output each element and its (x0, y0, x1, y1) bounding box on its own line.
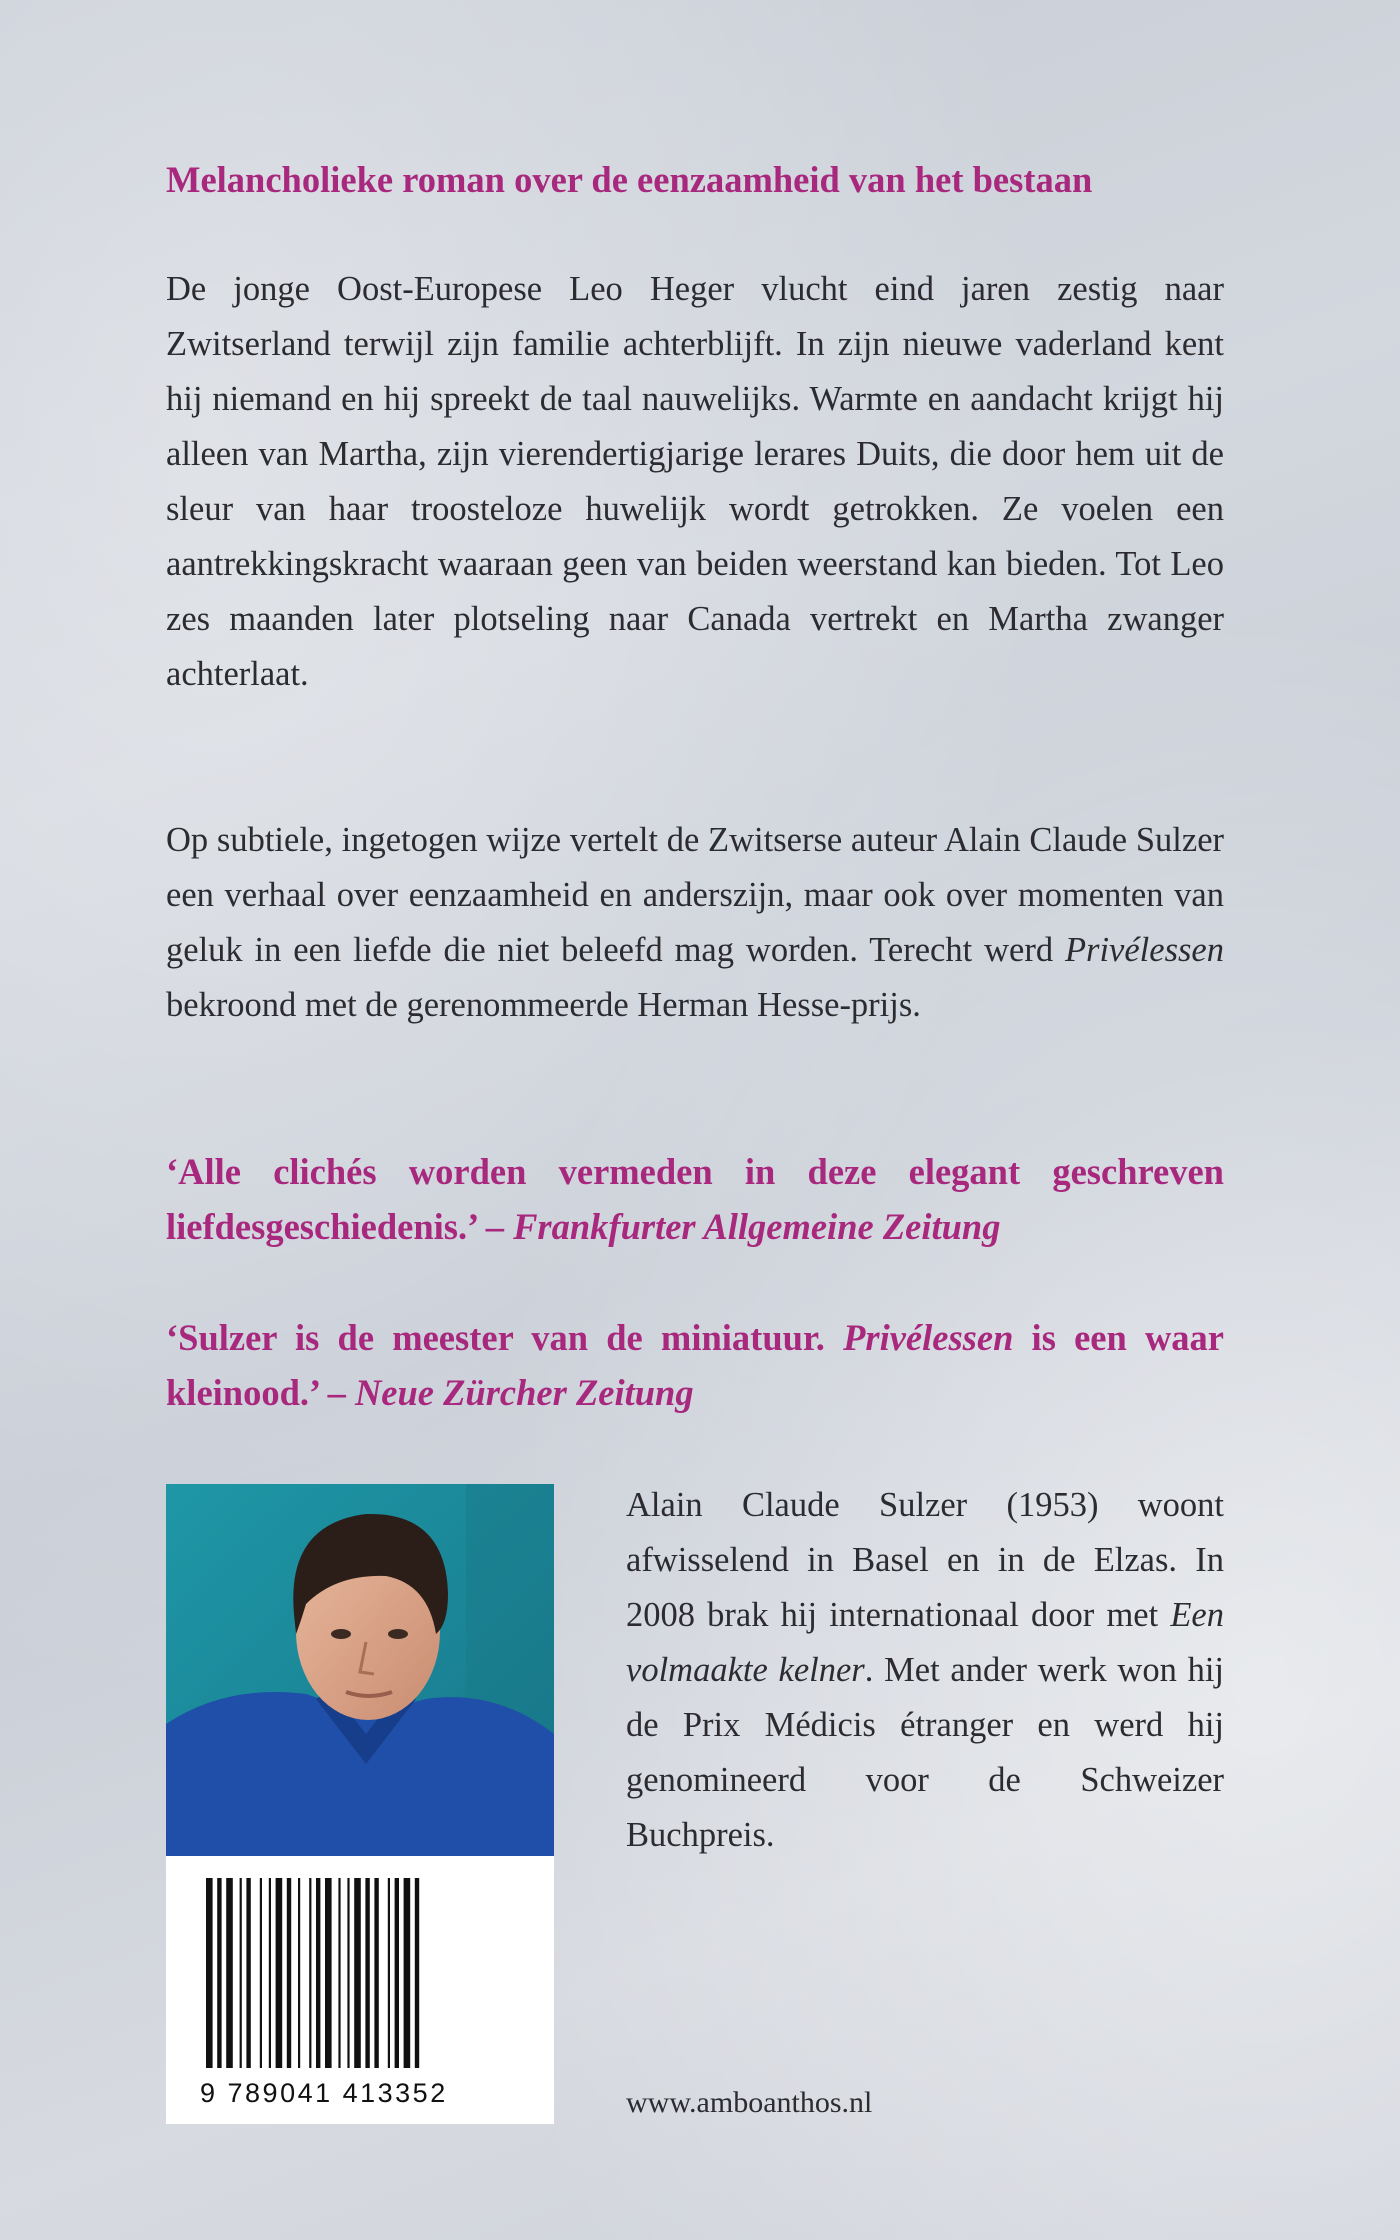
book-title: Privélessen (1064, 931, 1224, 969)
barcode-bar (206, 1878, 213, 2068)
barcode-bar (287, 1878, 291, 2068)
quote-text-before: ‘Sulzer is de meester van de miniatuur. (166, 1317, 844, 1358)
review-paragraph (166, 813, 1224, 1033)
synopsis-paragraph: De jonge Oost-Europese Leo Heger vlucht eind jaren zestig naar Zwitserland terwijl zijn familie achterblijft. In zijn nieuwe vaderland kent hij niemand en hij spreekt de taal nauwelijks. Warmte en aandacht krijgt hij alleen van Martha, zijn vierendertigjarige lerares Duits, die door hem uit de sleur van haar troosteloze huwelijk wordt getrokken. Ze voelen een aantrekkingskracht waaraan geen van beiden weerstand kan bieden. Tot Leo zes maanden later plotseling naar Canada vertrekt en Martha zwanger achterlaat. (166, 270, 1224, 693)
barcode-bar (246, 1878, 250, 2068)
quote-source: Frankfurter Allgemeine Zeitung (513, 1206, 1001, 1247)
barcode-bar (338, 1878, 340, 2068)
barcode-bar (347, 1878, 349, 2068)
author-bio (626, 1478, 1224, 1863)
barcode-bar (316, 1878, 320, 2068)
tagline: Melancholieke roman over de eenzaamheid van het bestaan (166, 159, 1093, 200)
barcode-bar (404, 1878, 411, 2068)
review-text-after: bekroond met de gerenommeerde Herman Hesse-prijs. (166, 986, 921, 1024)
barcode-bar (354, 1878, 361, 2068)
barcode-bar (365, 1878, 369, 2068)
barcode-bar (415, 1878, 419, 2068)
barcode-bar (276, 1878, 283, 2068)
bio-text-after: . Met ander werk won hij de Prix Médicis étranger en werd hij genomineerd voor de Schweizer Buchpreis. (626, 1651, 1224, 1854)
publisher-website[interactable]: www.amboanthos.nl (626, 2086, 873, 2119)
barcode-bar (325, 1878, 332, 2068)
quote-source: Neue Zürcher Zeitung (354, 1372, 694, 1413)
press-quote-2 (166, 1310, 1224, 1420)
quote-text: ‘Alle clichés worden vermeden in deze elegant geschreven liefdesgeschiedenis.’ (166, 1151, 1224, 1247)
bio-book-title: Een volmaakte kelner (626, 1596, 1224, 1689)
quote-dash: – (476, 1206, 514, 1247)
barcode (166, 1856, 554, 2124)
barcode-bar (298, 1878, 300, 2068)
author-photo (166, 1484, 554, 1856)
review-text-before: Op subtiele, ingetogen wijze vertelt de Zwitserse auteur Alain Claude Sulzer een verhaal over eenzaamheid en anderszijn, maar ook over momenten van geluk in een liefde die niet beleefd mag worden. Terecht werd (166, 821, 1224, 969)
quote-book-title: Privélessen (843, 1317, 1014, 1358)
barcode-bar (260, 1878, 262, 2068)
barcode-bar (217, 1878, 221, 2068)
barcode-bar (226, 1878, 233, 2068)
quote-dash: – (318, 1372, 355, 1413)
barcode-bar (374, 1878, 378, 2068)
barcode-bar (240, 1878, 242, 2068)
press-quote-1 (166, 1144, 1224, 1254)
barcode-bar (388, 1878, 390, 2068)
barcode-bar (395, 1878, 399, 2068)
barcode-bar (269, 1878, 271, 2068)
quote-text-after: is een waar kleinood.’ (166, 1317, 1225, 1413)
barcode-bar (309, 1878, 311, 2068)
bio-text-before: Alain Claude Sulzer (1953) woont afwisselend in Basel en in de Elzas. In 2008 brak hij internationaal door met (626, 1486, 1224, 1634)
isbn-number: 9 789041 413352 (200, 2078, 448, 2108)
